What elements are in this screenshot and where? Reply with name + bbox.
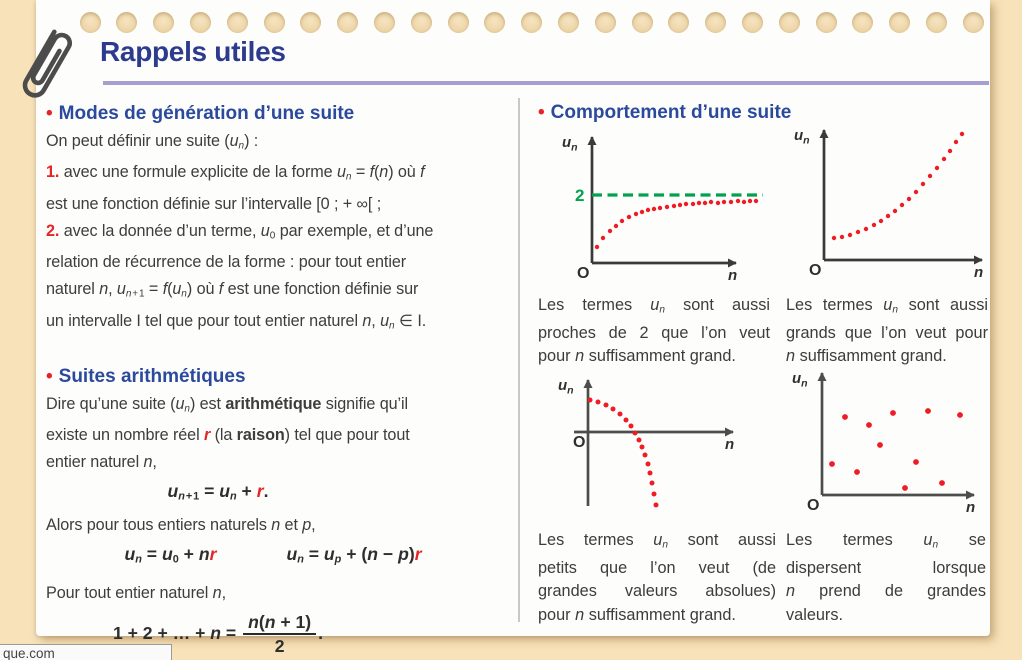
data-point: [842, 414, 848, 420]
data-point: [709, 200, 713, 204]
data-point: [678, 203, 682, 207]
y-axis-arrow: [588, 136, 597, 145]
left-column: [46, 100, 506, 657]
data-point: [684, 202, 688, 206]
text-line: naturel n, $u_{n + 1} = f(u_n)$ où f est une fonction définie sur: [46, 280, 419, 300]
data-point: [614, 224, 618, 228]
caption-line: Les termes $u_n$ sont aussi: [786, 296, 988, 316]
formula-sum: 1 + 2 + … + n = $\frac{n(n + 1)}{2}$ .: [112, 611, 324, 656]
data-point: [665, 205, 669, 209]
data-point: [640, 445, 645, 450]
data-point: [601, 236, 605, 240]
text-line: entier naturel n,: [46, 453, 157, 472]
y-axis-arrow: [584, 379, 593, 388]
data-point: [829, 461, 835, 467]
limit-label: 2: [575, 186, 585, 205]
data-point: [595, 245, 599, 249]
data-point: [722, 200, 726, 204]
data-point: [890, 410, 896, 416]
caption-line: pour n suffisamment grand.: [538, 347, 736, 366]
data-point: [654, 503, 659, 508]
data-point: [748, 199, 752, 203]
data-point: [832, 236, 836, 240]
column-divider: [518, 98, 520, 622]
data-point: [624, 418, 629, 423]
title-underline: [103, 81, 989, 85]
perforation-hole: [448, 12, 469, 33]
caption-diverges-plus: [786, 294, 988, 369]
perforation-hole: [963, 12, 984, 33]
data-point: [672, 204, 676, 208]
data-point: [854, 469, 860, 475]
data-point: [588, 398, 593, 403]
data-point: [697, 201, 701, 205]
data-point: [608, 229, 612, 233]
data-point: [620, 219, 624, 223]
x-axis-label: n: [966, 499, 976, 516]
formula-recurrence: $u_{n + 1} = u_n + r$.: [167, 481, 269, 504]
text-line: est une fonction définie sur l’intervalle [0 ; + ∞[ ;: [46, 194, 382, 213]
caption-line: n suffisamment grand.: [786, 347, 947, 366]
data-point: [886, 214, 890, 218]
data-point: [652, 492, 657, 497]
origin-label: O: [573, 434, 586, 451]
formula-explicit-pair: $u_n = u_0$ + nr $u_n = u_p + (n - p)r$: [124, 544, 422, 566]
data-point: [611, 407, 616, 412]
data-point: [596, 400, 601, 405]
perforation-hole: [889, 12, 910, 33]
perforation-hole: [153, 12, 174, 33]
data-point: [627, 215, 631, 219]
graph-diverges-to-minus-infinity: [545, 372, 775, 534]
page-title: Rappels utiles: [100, 36, 286, 67]
data-point: [848, 233, 852, 237]
caption-diverges-minus: [538, 529, 776, 627]
data-point: [893, 209, 897, 213]
data-point: [629, 424, 634, 429]
y-axis-label: $u_n$: [792, 370, 808, 390]
data-point: [866, 422, 872, 428]
data-point: [914, 190, 918, 194]
data-point: [942, 157, 946, 161]
text-line: On peut définir une suite $(u_n)$ :: [46, 132, 259, 152]
data-point: [921, 182, 925, 186]
data-point: [604, 403, 609, 408]
data-point: [840, 235, 844, 239]
data-point: [703, 201, 707, 205]
section-heading-arithmetic: • Suites arithmétiques: [46, 366, 246, 388]
data-point: [754, 199, 758, 203]
y-axis-arrow: [820, 129, 829, 138]
data-point: [646, 462, 651, 467]
watermark-label: que.com: [0, 644, 172, 660]
data-point: [935, 166, 939, 170]
data-point: [736, 199, 740, 203]
data-point: [618, 412, 623, 417]
data-point: [856, 230, 860, 234]
data-point: [902, 485, 908, 491]
text-line: 1. avec une formule explicite de la forme $u_n = f(n)$ où f: [46, 163, 425, 183]
data-point: [948, 149, 952, 153]
text-line: 2. avec la donnée d’un terme, $u_0$ par exemple, et d’une: [46, 221, 434, 242]
section-heading-generation: • Modes de génération d’une suite: [46, 103, 355, 124]
perforation-hole: [337, 12, 358, 33]
perforation-hole: [742, 12, 763, 33]
y-axis-arrow: [818, 372, 827, 381]
perforation-hole: [926, 12, 947, 33]
x-axis-label: n: [725, 436, 735, 453]
text-line: relation de récurrence de la forme : pour tout entier: [46, 253, 407, 272]
data-point: [633, 431, 638, 436]
perforation-hole: [190, 12, 211, 33]
data-point: [872, 223, 876, 227]
data-point: [716, 201, 720, 205]
data-point: [691, 202, 695, 206]
data-point: [652, 207, 656, 211]
x-axis-label: n: [728, 267, 738, 284]
data-point: [640, 210, 644, 214]
origin-label: O: [807, 497, 820, 514]
y-axis-label: $u_n$: [794, 127, 810, 147]
caption-line: proches de 2 que l’on veut: [538, 323, 770, 342]
data-point: [939, 480, 945, 486]
perforation-hole: [264, 12, 285, 33]
data-point: [925, 408, 931, 414]
perforation-hole: [779, 12, 800, 33]
perforation-hole: [632, 12, 653, 33]
perforation-hole: [595, 12, 616, 33]
y-axis-label: $u_n$: [562, 134, 578, 154]
data-point: [877, 442, 883, 448]
origin-label: O: [809, 262, 822, 279]
data-point: [900, 203, 904, 207]
caption-line: dispersent lorsque: [786, 558, 986, 577]
section-heading-behaviour: • Comportement d’une suite: [538, 102, 792, 123]
text-line: Dire qu’une suite $(u_n)$ est arithmétique signifie qu’il: [46, 395, 408, 415]
perforation-hole: [558, 12, 579, 33]
graph-converges-to-2: [550, 123, 780, 295]
caption-line: n prend de grandes: [786, 582, 986, 601]
perforation-hole: [227, 12, 248, 33]
text-line: un intervalle I tel que pour tout entier naturel n, $u_n$ ∈ I.: [46, 311, 427, 332]
perforation-hole: [816, 12, 837, 33]
data-point: [957, 412, 963, 418]
origin-label: O: [577, 265, 590, 282]
caption-line: petits que l’on veut (de: [538, 558, 776, 577]
data-point: [742, 200, 746, 204]
y-axis-label: $u_n$: [558, 377, 574, 397]
caption-line: Les termes $u_n$ sont aussi: [538, 296, 770, 316]
graph-dispersed: [788, 365, 1010, 533]
data-point: [928, 174, 932, 178]
text-line: Pour tout entier naturel n,: [46, 583, 226, 602]
x-axis-label: n: [974, 264, 984, 281]
caption-line: grandes valeurs absolues): [538, 582, 776, 601]
data-point: [650, 481, 655, 486]
data-point: [634, 212, 638, 216]
data-point: [637, 438, 642, 443]
text-line: Alors pour tous entiers naturels n et p,: [46, 516, 316, 535]
data-point: [907, 197, 911, 201]
perforation-hole: [521, 12, 542, 33]
data-point: [960, 132, 964, 136]
data-point: [864, 227, 868, 231]
caption-dispersed: [786, 529, 986, 627]
data-point: [954, 140, 958, 144]
caption-line: valeurs.: [786, 605, 844, 624]
caption-line: grands que l’on veut pour: [786, 323, 988, 342]
data-point: [646, 208, 650, 212]
text-line: existe un nombre réel r (la raison) tel que pour tout: [46, 426, 410, 445]
data-point: [648, 471, 653, 476]
caption-line: Les termes $u_n$ sont aussi: [538, 531, 776, 551]
data-point: [643, 453, 648, 458]
perforation-hole: [705, 12, 726, 33]
data-point: [658, 206, 662, 210]
caption-line: Les termes $u_n$ se: [786, 531, 986, 551]
graph-diverges-to-plus-infinity: [786, 118, 1008, 290]
data-point: [729, 200, 733, 204]
data-point: [913, 459, 919, 465]
caption-converges: [538, 294, 770, 369]
perforation-hole: [411, 12, 432, 33]
data-point: [879, 219, 883, 223]
caption-line: pour n suffisamment grand.: [538, 605, 736, 624]
perforation-hole: [374, 12, 395, 33]
